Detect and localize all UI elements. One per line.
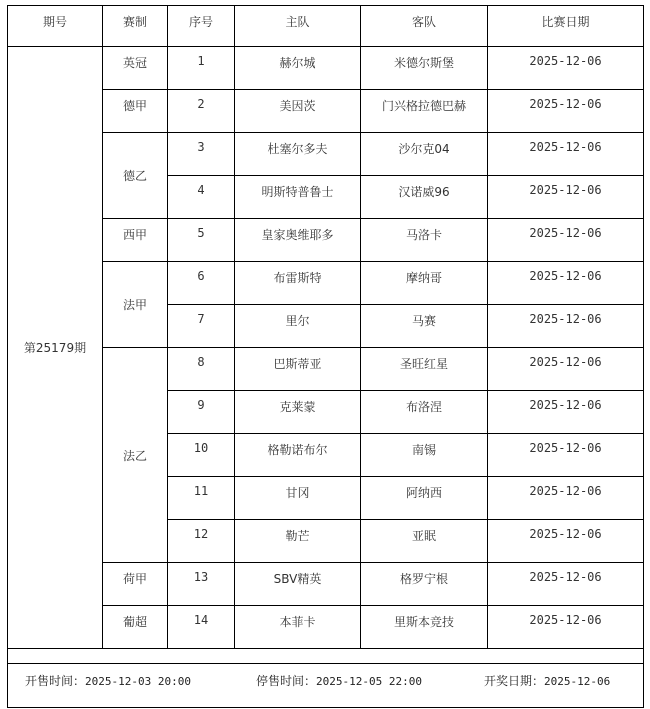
table-row: [8, 219, 644, 262]
draw-date-value: 2025-12-06: [544, 675, 611, 688]
number-cell: 2: [168, 90, 235, 133]
sale-info-row: [7, 663, 644, 708]
home-team-cell: SBV精英: [235, 563, 361, 606]
draw-date: [484, 672, 610, 689]
sale-start: [25, 672, 191, 689]
blank-row: [7, 634, 644, 664]
header-row: [8, 6, 644, 47]
match-date-cell: 2025-12-06: [488, 305, 644, 348]
away-team-cell: 圣旺红星: [361, 348, 488, 391]
match-date-cell: 2025-12-06: [488, 606, 644, 649]
header-league: 赛制: [103, 6, 168, 47]
match-date-cell: 2025-12-06: [488, 434, 644, 477]
number-cell: 8: [168, 348, 235, 391]
away-team-cell: 沙尔克04: [361, 133, 488, 176]
sale-start-value: 2025-12-03 20:00: [85, 675, 191, 688]
table-row: [8, 348, 644, 391]
home-team-cell: 勒芒: [235, 520, 361, 563]
sale-stop-value: 2025-12-05 22:00: [316, 675, 422, 688]
home-team-cell: 皇家奥维耶多: [235, 219, 361, 262]
away-team-cell: 亚眠: [361, 520, 488, 563]
table-row: [8, 47, 644, 90]
match-date-cell: 2025-12-06: [488, 47, 644, 90]
away-team-cell: 格罗宁根: [361, 563, 488, 606]
schedule-sheet: [7, 5, 643, 649]
league-cell: 葡超: [103, 606, 168, 649]
home-team-cell: 杜塞尔多夫: [235, 133, 361, 176]
sale-stop: [256, 672, 422, 689]
league-cell: 德甲: [103, 90, 168, 133]
table-row: [8, 262, 644, 305]
header-period: 期号: [8, 6, 103, 47]
number-cell: 9: [168, 391, 235, 434]
match-date-cell: 2025-12-06: [488, 563, 644, 606]
sale-stop-label: 停售时间：: [256, 674, 317, 688]
away-team-cell: 布洛涅: [361, 391, 488, 434]
league-cell: 荷甲: [103, 563, 168, 606]
league-cell: 西甲: [103, 219, 168, 262]
header-away: 客队: [361, 6, 488, 47]
home-team-cell: 巴斯蒂亚: [235, 348, 361, 391]
away-team-cell: 摩纳哥: [361, 262, 488, 305]
league-cell: 德乙: [103, 133, 168, 219]
table-row: [8, 90, 644, 133]
number-cell: 7: [168, 305, 235, 348]
table-row: [8, 133, 644, 176]
number-cell: 11: [168, 477, 235, 520]
number-cell: 14: [168, 606, 235, 649]
number-cell: 3: [168, 133, 235, 176]
home-team-cell: 明斯特普鲁士: [235, 176, 361, 219]
match-date-cell: 2025-12-06: [488, 520, 644, 563]
number-cell: 1: [168, 47, 235, 90]
home-team-cell: 赫尔城: [235, 47, 361, 90]
home-team-cell: 本菲卡: [235, 606, 361, 649]
home-team-cell: 里尔: [235, 305, 361, 348]
away-team-cell: 门兴格拉德巴赫: [361, 90, 488, 133]
match-date-cell: 2025-12-06: [488, 391, 644, 434]
number-cell: 4: [168, 176, 235, 219]
away-team-cell: 南锡: [361, 434, 488, 477]
match-date-cell: 2025-12-06: [488, 219, 644, 262]
home-team-cell: 布雷斯特: [235, 262, 361, 305]
sale-start-label: 开售时间：: [25, 674, 86, 688]
home-team-cell: 甘冈: [235, 477, 361, 520]
number-cell: 6: [168, 262, 235, 305]
match-date-cell: 2025-12-06: [488, 477, 644, 520]
away-team-cell: 米德尔斯堡: [361, 47, 488, 90]
header-number: 序号: [168, 6, 235, 47]
header-date: 比赛日期: [488, 6, 644, 47]
home-team-cell: 克莱蒙: [235, 391, 361, 434]
away-team-cell: 汉诺威96: [361, 176, 488, 219]
number-cell: 12: [168, 520, 235, 563]
league-cell: 法乙: [103, 348, 168, 563]
draw-date-label: 开奖日期：: [484, 674, 545, 688]
home-team-cell: 美因茨: [235, 90, 361, 133]
league-cell: 法甲: [103, 262, 168, 348]
table-row: [8, 563, 644, 606]
away-team-cell: 马赛: [361, 305, 488, 348]
match-schedule-table: [7, 5, 644, 649]
number-cell: 13: [168, 563, 235, 606]
match-date-cell: 2025-12-06: [488, 133, 644, 176]
number-cell: 5: [168, 219, 235, 262]
period-cell: 第25179期: [8, 47, 103, 649]
match-date-cell: 2025-12-06: [488, 262, 644, 305]
match-date-cell: 2025-12-06: [488, 90, 644, 133]
away-team-cell: 阿纳西: [361, 477, 488, 520]
match-date-cell: 2025-12-06: [488, 348, 644, 391]
number-cell: 10: [168, 434, 235, 477]
header-home: 主队: [235, 6, 361, 47]
league-cell: 英冠: [103, 47, 168, 90]
away-team-cell: 里斯本竞技: [361, 606, 488, 649]
match-date-cell: 2025-12-06: [488, 176, 644, 219]
home-team-cell: 格勒诺布尔: [235, 434, 361, 477]
away-team-cell: 马洛卡: [361, 219, 488, 262]
